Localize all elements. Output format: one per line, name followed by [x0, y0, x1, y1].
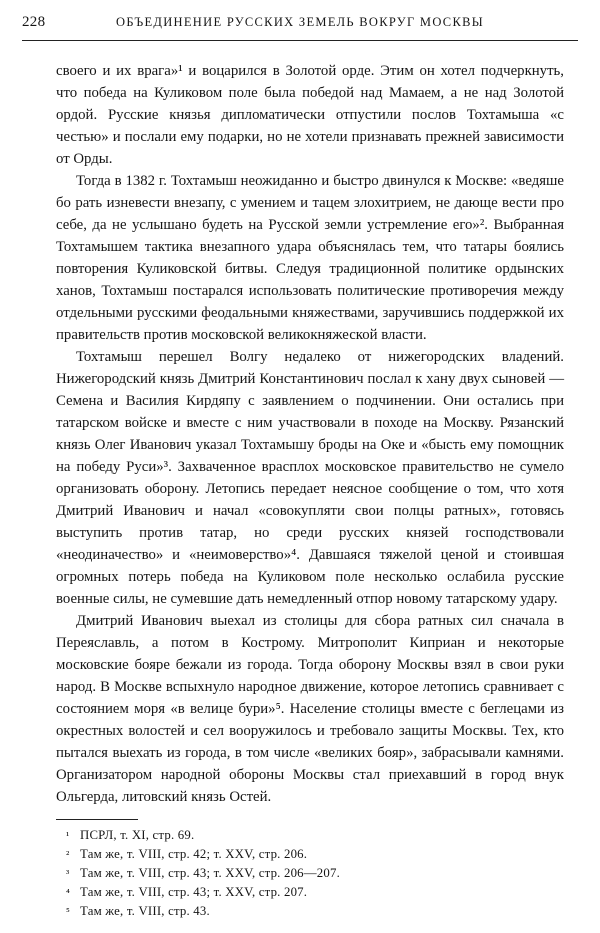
running-title: ОБЪЕДИНЕНИЕ РУССКИХ ЗЕМЕЛЬ ВОКРУГ МОСКВЫ: [116, 15, 484, 29]
footnote-number: ²: [66, 849, 70, 861]
footnote-number: ¹: [66, 830, 70, 842]
paragraph: Тогда в 1382 г. Тохтамыш неожиданно и быстро двинулся к Москве: «ведяше бо рать изневести внезапу, с умением и тацем злохитрием, не дающе вести про себе, да не услышано будеть на Русской земли устремление его»². Выбранная Тохтамышем тактика внезапного удара объяснялась тем, что татары боялись повторения Куликовской битвы. Следуя традиционной политике ордынских ханов, Тохтамыш постарался использовать политические противоречия между отдельными русскими феодальными княжествами, заручившись поддержкой их правительств против московской великокняжеской власти.: [56, 173, 564, 343]
footnotes: [66, 826, 546, 921]
page-header: [22, 14, 578, 38]
footnote-text: Там же, т. VIII, стр. 43.: [80, 904, 210, 918]
footnote-text: ПСРЛ, т. XI, стр. 69.: [80, 828, 195, 842]
footnote-number: ³: [66, 868, 70, 880]
footnote-text: Там же, т. VIII, стр. 42; т. XXV, стр. 206.: [80, 847, 308, 861]
footnote-number: ⁴: [66, 887, 70, 899]
footnote-rule: [56, 819, 138, 820]
footnote-text: Там же, т. VIII, стр. 43; т. XXV, стр. 206—207.: [80, 866, 340, 880]
header-rule: [22, 40, 578, 41]
footnote: [66, 902, 546, 921]
footnote: [66, 845, 546, 864]
footnote-text: Там же, т. VIII, стр. 43; т. XXV, стр. 207.: [80, 885, 308, 899]
footnote: [66, 864, 546, 883]
footnote: [66, 826, 546, 845]
footnote: [66, 883, 546, 902]
page-number: 228: [22, 14, 46, 30]
paragraph: Дмитрий Иванович выехал из столицы для сбора ратных сил сначала в Переяславль, а потом в Кострому. Митрополит Киприан и некоторые московские бояре бежали из города. Тогда оборону Москвы взял в свои руки народ. В Москве вспыхнуло народное движение, которое летопись сравнивает с состоянием моря «в велице бури»⁵. Население столицы вместе с беглецами из окрестных волостей и сел вооружилось и требовало защиты Москвы. Тех, кто пытался выехать из города, в том числе «великих бояр», забрасывали камнями. Организатором народной обороны Москвы стал приехавший в город внук Ольгерда, литовский князь Остей.: [56, 613, 564, 805]
footnote-number: ⁵: [66, 906, 70, 918]
paragraph: Тохтамыш перешел Волгу недалеко от нижегородских владений. Нижегородский князь Дмитрий Константинович послал к хану двух сыновей — Семена и Василия Кирдяпу с заявлением о подчинении. Они остались при татарском войске и вместе с ним участвовали в походе на Москву. Рязанский князь Олег Иванович указал Тохтамышу броды на Оке и «бысть ему помощник на победу Руси»³. Захваченное врасплох московское правительство не сумело организовать оборону. Летопись передает неясное сообщение о том, что хотя Дмитрий Иванович и начал «совокупляти свои полцы ратных», готовясь выступить против татар, но среди русских князей господствовали «неодиначество» и «неимоверство»⁴. Давшаяся тяжелой ценой и стоившая огромных потерь победа на Куликовом поле несколько ослабила русские военные силы, не сумевшие дать немедленный отпор новому татарскому удару.: [56, 349, 564, 607]
body-text: [56, 60, 564, 808]
paragraph-continued: своего и их врага»¹ и воцарился в Золотой орде. Этим он хотел подчеркнуть, что победа на Куликовом поле была победой над Мамаем, а не над Золотой ордой. Русские князья дипломатически отпустили послов Тохтамыша «с честью» и послали ему подарки, но не хотели признавать прежней зависимости от Орды.: [56, 63, 564, 167]
